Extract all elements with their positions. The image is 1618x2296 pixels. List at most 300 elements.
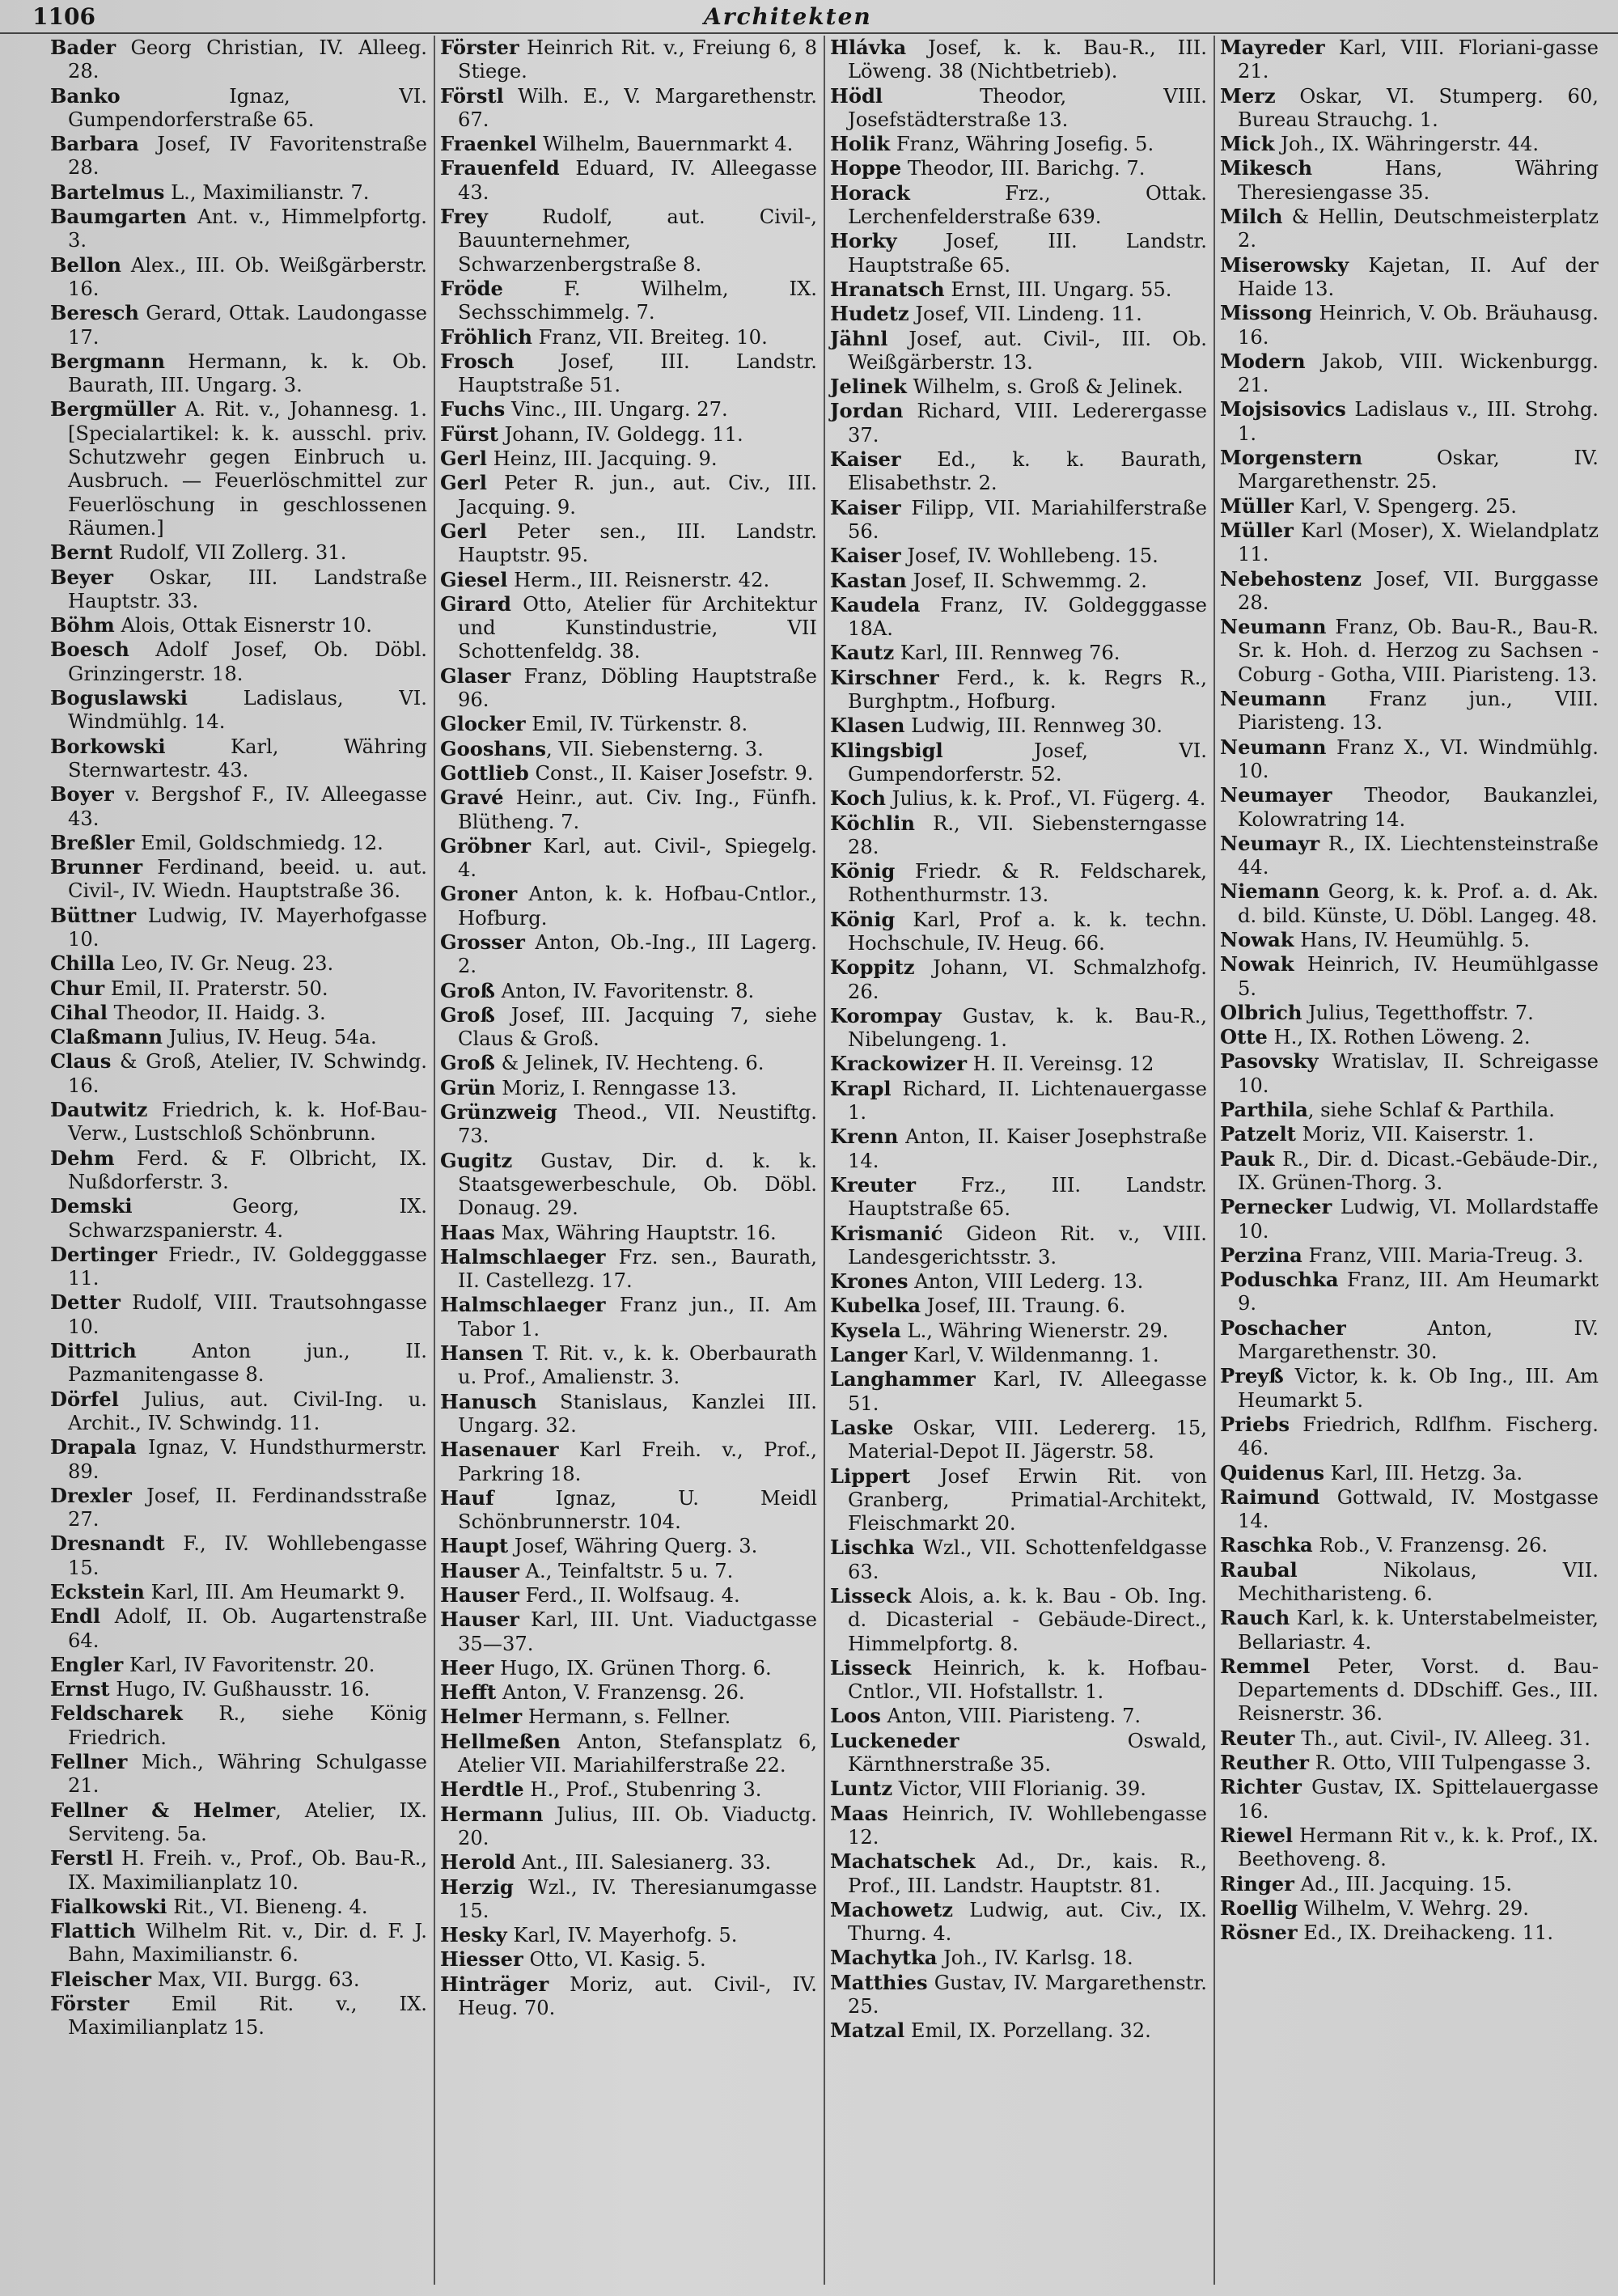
directory-entry xyxy=(50,1194,427,1243)
entry-details: Peter sen., III. Landstr. Hauptstr. 95. xyxy=(458,519,817,567)
entry-name: Mick xyxy=(1220,132,1275,156)
directory-entry xyxy=(440,36,817,84)
entry-name: Bellon xyxy=(50,252,121,277)
entry-name: Kaudela xyxy=(830,592,921,616)
directory-entry xyxy=(50,1001,427,1025)
directory-entry xyxy=(830,1343,1207,1367)
entry-name: Krones xyxy=(830,1269,909,1294)
entry-details: Joh., IX. Währingerstr. 44. xyxy=(1274,133,1540,156)
directory-entry xyxy=(1220,1122,1599,1146)
entry-details: Heinr., aut. Civ. Ing., Fünfh. Blütheng. 7. xyxy=(458,786,817,833)
entry-name: Perzina xyxy=(1220,1243,1302,1267)
entry-details: Franz X., VI. Windmühlg. 10. xyxy=(1238,735,1599,782)
entry-details: Heinrich, k. k. Hofbau-Cntlor., VII. Hofstallstr. 1. xyxy=(848,1656,1207,1704)
directory-entry xyxy=(50,1992,427,2040)
directory-entry xyxy=(830,1704,1207,1728)
directory-entry xyxy=(440,1051,817,1075)
entry-details: Karl, k. k. Unterstabelmeister, Bellariastr. 4. xyxy=(1238,1607,1599,1654)
directory-entry xyxy=(830,569,1207,593)
entry-details: & Hellin, Deutschmeisterplatz 2. xyxy=(1238,205,1599,252)
directory-entry xyxy=(1220,301,1599,349)
entry-details: Leo, IV. Gr. Neug. 23. xyxy=(115,952,334,976)
entry-name: Lischka xyxy=(830,1536,915,1560)
directory-entry xyxy=(1220,1316,1599,1365)
directory-entry xyxy=(830,229,1207,277)
directory-entry xyxy=(440,1730,817,1778)
directory-entry xyxy=(440,568,817,592)
entry-details: Karl, IV. Mayerhofg. 5. xyxy=(506,1924,738,1947)
directory-entry xyxy=(1220,952,1599,1001)
entry-details: Johann, IV. Goldegg. 11. xyxy=(498,422,743,446)
entry-name: Förster xyxy=(440,36,519,59)
entry-details: , siehe Schlaf & Parthila. xyxy=(1307,1099,1555,1122)
entry-name: Boyer xyxy=(50,782,114,807)
entry-details: Otto, VI. Kasig. 5. xyxy=(523,1948,706,1972)
directory-entry xyxy=(1220,253,1599,302)
entry-details: L., Währing Wienerstr. 29. xyxy=(900,1319,1169,1342)
entry-name: Halmschlaeger xyxy=(440,1293,606,1317)
directory-entry xyxy=(1220,1485,1599,1534)
entry-details: H. Freih. v., Prof., Ob. Bau-R., IX. Maximilianplatz 10. xyxy=(68,1847,427,1894)
entry-details: Frz. sen., Baurath, II. Castellezg. 17. xyxy=(458,1245,817,1293)
entry-details: Wilhelm, V. Wehrg. 29. xyxy=(1298,1896,1529,1920)
entry-name: Bergmann xyxy=(50,349,165,373)
entry-details: Georg Christian, IV. Alleeg. 28. xyxy=(68,36,427,83)
directory-entry xyxy=(830,132,1207,156)
entry-details: Oskar, III. Landstraße Hauptstr. 33. xyxy=(68,566,427,612)
entry-details: Karl, Prof a. k. k. techn. Hochschule, IV. Heug. 66. xyxy=(848,908,1207,955)
entry-name: Chur xyxy=(50,976,105,1000)
entry-details: Alois, Ottak Eisnerstr 10. xyxy=(114,614,372,638)
entry-name: Ringer xyxy=(1220,1871,1294,1896)
entry-name: Herold xyxy=(440,1850,516,1875)
entry-name: Brunner xyxy=(50,855,143,879)
directory-entry xyxy=(440,1875,817,1924)
entry-details: Wilhelm Rit. v., Dir. d. F. J. Bahn, Maximilianstr. 6. xyxy=(68,1920,427,1967)
entry-name: Hiesser xyxy=(440,1947,523,1972)
entry-details: Anton jun., II. Pazmanitengasse 8. xyxy=(68,1340,427,1387)
entry-details: Franz, Währing Josefig. 5. xyxy=(890,133,1154,156)
directory-entry xyxy=(1220,1049,1599,1098)
directory-entry xyxy=(1220,1001,1599,1025)
entry-name: Pasovsky xyxy=(1220,1049,1319,1074)
entry-name: Gerl xyxy=(440,447,487,471)
entry-details: A. Rit. v., Johannesg. 1. [Specialartikel: k. k. ausschl. priv. Schutzwehr gegen Einbruch u. Ausbruch. — Feuerlöschmittel zur Feuerlöschung in geschlossenen Räumen.] xyxy=(68,398,427,540)
entry-details: Jakob, VIII. Wickenburgg. 21. xyxy=(1238,349,1599,397)
directory-entry xyxy=(1220,1872,1599,1896)
page-number: 1106 xyxy=(32,3,95,30)
directory-entry xyxy=(1220,1921,1599,1945)
entry-name: Kastan xyxy=(830,568,907,592)
directory-entry xyxy=(830,1416,1207,1464)
entry-name: Cihal xyxy=(50,1000,108,1024)
entry-name: Hanusch xyxy=(440,1389,537,1413)
entry-name: Helmer xyxy=(440,1705,523,1729)
entry-details: F., IV. Wohllebengasse 15. xyxy=(68,1532,427,1579)
entry-name: Raimund xyxy=(1220,1485,1320,1509)
entry-details: Franz, III. Am Heumarkt 9. xyxy=(1238,1269,1599,1315)
entry-name: Groß xyxy=(440,1051,495,1075)
entry-details: Karl Freih. v., Prof., Parkring 18. xyxy=(458,1438,817,1485)
directory-entry xyxy=(50,1653,427,1677)
directory-entry xyxy=(50,782,427,831)
entry-name: Klingsbigl xyxy=(830,738,943,762)
directory-entry xyxy=(440,1802,817,1851)
entry-name: Hauser xyxy=(440,1608,519,1632)
directory-entry xyxy=(830,641,1207,665)
directory-entry xyxy=(50,1750,427,1798)
entry-details: Georg, IX. Schwarzspanierstr. 4. xyxy=(68,1195,427,1242)
directory-entry xyxy=(830,1464,1207,1536)
entry-name: Haas xyxy=(440,1220,495,1244)
directory-entry xyxy=(830,714,1207,738)
entry-details: Friedrich, Rdlfhm. Fischerg. 46. xyxy=(1238,1413,1599,1460)
directory-entry xyxy=(440,1003,817,1052)
column-4 xyxy=(1215,36,1605,2285)
entry-name: Förster xyxy=(50,1992,129,2016)
entry-name: Hansen xyxy=(440,1341,523,1366)
directory-entry xyxy=(830,277,1207,302)
entry-name: Chilla xyxy=(50,951,116,976)
entry-details: Heinrich, V. Ob. Bräuhausg. 16. xyxy=(1238,302,1599,349)
entry-details: Josef, aut. Civil-, III. Ob. Weißgärberstr. 13. xyxy=(848,327,1207,374)
directory-entry xyxy=(50,638,427,686)
entry-details: Max, VII. Burgg. 63. xyxy=(151,1968,360,1991)
entry-name: Hudetz xyxy=(830,302,909,326)
directory-entry xyxy=(1220,1147,1599,1196)
directory-entry xyxy=(50,1146,427,1195)
entry-name: Dörfel xyxy=(50,1387,119,1411)
directory-entry xyxy=(440,1534,817,1558)
directory-entry xyxy=(50,1677,427,1701)
entry-name: Remmel xyxy=(1220,1654,1311,1678)
entry-name: Kautz xyxy=(830,641,895,665)
entry-details: R., VII. Siebensterngasse 28. xyxy=(848,811,1207,858)
directory-entry xyxy=(440,1438,817,1486)
entry-name: Roellig xyxy=(1220,1896,1298,1920)
directory-entry xyxy=(1220,735,1599,784)
entry-name: Hauser xyxy=(440,1558,519,1582)
entry-name: Claus xyxy=(50,1049,112,1074)
entry-name: Flattich xyxy=(50,1919,136,1943)
entry-name: Matthies xyxy=(830,1970,928,1994)
directory-entry xyxy=(50,1243,427,1291)
directory-entry xyxy=(440,834,817,883)
directory-entry xyxy=(830,1173,1207,1222)
entry-name: Endl xyxy=(50,1604,101,1629)
directory-entry xyxy=(440,156,817,205)
entry-name: Modern xyxy=(1220,349,1306,373)
directory-entry xyxy=(440,1341,817,1390)
entry-name: Laske xyxy=(830,1415,894,1439)
page-title: Architekten xyxy=(704,3,872,30)
directory-entry xyxy=(50,951,427,976)
column-2 xyxy=(435,36,825,2285)
entry-details: Johann, VI. Schmalzhofg. 26. xyxy=(848,956,1207,1003)
entry-details: Emil, Goldschmiedg. 12. xyxy=(134,831,383,854)
entry-name: Gravé xyxy=(440,786,504,810)
entry-details: T. Rit. v., k. k. Oberbaurath u. Prof., Amalienstr. 3. xyxy=(458,1342,817,1389)
directory-entry xyxy=(830,1222,1207,1270)
directory-entry xyxy=(1220,783,1599,832)
directory-entry xyxy=(1220,349,1599,398)
directory-entry xyxy=(830,1319,1207,1343)
directory-entry xyxy=(1220,687,1599,735)
entry-details: Karl, aut. Civil-, Spiegelg. 4. xyxy=(458,834,817,882)
entry-details: Vinc., III. Ungarg. 27. xyxy=(505,398,728,421)
entry-details: Josef Erwin Rit. von Granberg, Primatial-Architekt, Fleischmarkt 20. xyxy=(848,1464,1207,1536)
entry-name: Engler xyxy=(50,1652,124,1676)
directory-entry xyxy=(440,1705,817,1729)
entry-details: Oskar, VI. Stumperg. 60, Bureau Strauchg. 1. xyxy=(1238,84,1599,131)
entry-details: Hermann Rit v., k. k. Prof., IX. Beethoveng. 8. xyxy=(1238,1824,1599,1871)
directory-entry xyxy=(50,540,427,565)
entry-details: Gustav, IV. Margarethenstr. 25. xyxy=(848,1971,1207,2019)
directory-entry xyxy=(1220,397,1599,446)
directory-entry xyxy=(440,1850,817,1875)
entry-name: Niemann xyxy=(1220,879,1320,904)
directory-entry xyxy=(830,375,1207,399)
directory-entry xyxy=(440,84,817,133)
entry-name: Rösner xyxy=(1220,1921,1298,1945)
directory-entry xyxy=(50,855,427,904)
entry-name: Dehm xyxy=(50,1146,115,1170)
entry-details: Oskar, IV. Margarethenstr. 25. xyxy=(1238,447,1599,494)
directory-entry xyxy=(440,1149,817,1221)
entry-name: Banko xyxy=(50,83,121,108)
entry-name: Detter xyxy=(50,1290,121,1315)
entry-details: Karl, V. Wildenmanng. 1. xyxy=(907,1344,1159,1367)
entry-details: Karl, III. Hetzg. 3a. xyxy=(1324,1461,1523,1485)
directory-entry xyxy=(50,132,427,180)
directory-entry xyxy=(830,859,1207,908)
entry-details: Karl, III. Rennweg 76. xyxy=(894,642,1120,665)
entry-name: Fraenkel xyxy=(440,132,537,156)
directory-entry xyxy=(50,686,427,735)
entry-name: Merz xyxy=(1220,83,1276,108)
entry-name: Demski xyxy=(50,1194,133,1218)
entry-name: Reuter xyxy=(1220,1726,1295,1750)
directory-entry xyxy=(440,1777,817,1802)
entry-name: Korompay xyxy=(830,1003,942,1027)
directory-entry xyxy=(830,955,1207,1004)
entry-details: Wzl., VII. Schottenfeldgasse 63. xyxy=(848,1536,1207,1583)
directory-entry xyxy=(1220,928,1599,952)
entry-name: Gottlieb xyxy=(440,760,529,785)
entry-name: Boguslawski xyxy=(50,686,188,710)
entry-name: Claßmann xyxy=(50,1025,163,1049)
directory-entry xyxy=(440,1559,817,1583)
entry-name: Fuchs xyxy=(440,397,506,421)
entry-name: Preyß xyxy=(1220,1364,1284,1388)
directory-entry xyxy=(1220,1775,1599,1824)
directory-entry xyxy=(1220,1751,1599,1775)
entry-details: Ed., k. k. Baurath, Elisabethstr. 2. xyxy=(848,448,1207,495)
entry-details: Friedrich, k. k. Hof-Bau-Verw., Lustschloß Schönbrunn. xyxy=(68,1099,427,1146)
entry-details: Peter, Vorst. d. Bau-Departements d. DDschiff. Ges., III. Reisnerstr. 36. xyxy=(1238,1654,1599,1726)
entry-details: Gottwald, IV. Mostgasse 14. xyxy=(1238,1485,1599,1533)
entry-details: Anton, Stefansplatz 6, Atelier VII. Mariahilferstraße 22. xyxy=(458,1730,817,1777)
entry-name: Krackowizer xyxy=(830,1052,967,1076)
entry-details: Th., aut. Civil-, IV. Alleeg. 31. xyxy=(1294,1726,1590,1750)
entry-name: Loos xyxy=(830,1704,881,1728)
entry-name: Dresnandt xyxy=(50,1531,165,1556)
directory-entry xyxy=(830,1269,1207,1294)
entry-details: Anton, VIII. Piaristeng. 7. xyxy=(880,1705,1141,1728)
entry-details: Josef, VII. Burggasse 28. xyxy=(1238,567,1599,614)
directory-entry xyxy=(830,156,1207,180)
directory-entry xyxy=(830,908,1207,956)
entry-details: Karl, IV. Alleegasse 51. xyxy=(848,1368,1207,1415)
directory-entry xyxy=(440,471,817,519)
entry-details: Mich., Währing Schulgasse 21. xyxy=(68,1751,427,1798)
directory-entry xyxy=(830,1536,1207,1584)
entry-details: Herm., III. Reisnerstr. 42. xyxy=(507,568,770,591)
entry-details: Josef, VII. Lindeng. 11. xyxy=(909,303,1142,326)
entry-name: Hoppe xyxy=(830,156,902,180)
entry-details: Wzl., IV. Theresianumgasse 15. xyxy=(458,1875,817,1922)
directory-entry xyxy=(1220,832,1599,880)
entry-details: R. Otto, VIII Tulpengasse 3. xyxy=(1308,1752,1591,1775)
directory-entry xyxy=(50,1025,427,1049)
entry-name: Fleischer xyxy=(50,1967,152,1991)
directory-entry xyxy=(1220,1268,1599,1316)
entry-name: Nowak xyxy=(1220,927,1294,951)
directory-entry xyxy=(830,1077,1207,1125)
entry-name: Halmschlaeger xyxy=(440,1244,606,1269)
entry-name: Nebehostenz xyxy=(1220,566,1362,591)
entry-details: Anton, V. Franzensg. 26. xyxy=(496,1681,745,1705)
entry-details: Moriz, aut. Civil-, IV. Heug. 70. xyxy=(458,1972,817,2020)
entry-name: Richter xyxy=(1220,1775,1302,1799)
entry-name: Hranatsch xyxy=(830,277,945,301)
entry-details: Josef, k. k. Bau-R., III. Löweng. 38 (Nichtbetrieb). xyxy=(848,36,1207,83)
entry-details: Karl, VIII. Floriani-gasse 21. xyxy=(1238,36,1599,83)
entry-details: Moriz, I. Renngasse 13. xyxy=(495,1076,737,1099)
directory-entry xyxy=(50,904,427,952)
directory-entry xyxy=(830,399,1207,447)
entry-name: König xyxy=(830,859,896,883)
entry-name: Riewel xyxy=(1220,1823,1294,1847)
directory-entry xyxy=(1220,1654,1599,1726)
entry-details: Ferd. & F. Olbricht, IX. Nußdorferstr. 3. xyxy=(68,1146,427,1193)
entry-details: Josef, II. Ferdinandsstraße 27. xyxy=(68,1484,427,1531)
entry-details: L., Maximilianstr. 7. xyxy=(164,180,370,204)
entry-name: Böhm xyxy=(50,613,115,638)
entry-name: Machowetz xyxy=(830,1897,954,1921)
directory-entry xyxy=(830,36,1207,84)
entry-details: Karl, III. Am Heumarkt 9. xyxy=(144,1581,405,1603)
entry-details: Karl, V. Spengerg. 25. xyxy=(1293,494,1517,518)
entry-name: Hlávka xyxy=(830,36,907,59)
entry-name: Förstl xyxy=(440,83,504,108)
directory-entry xyxy=(440,786,817,834)
directory-entry xyxy=(440,664,817,713)
entry-name: Lisseck xyxy=(830,1584,912,1608)
entry-details: Josef, VI. Gumpendorferstr. 52. xyxy=(848,739,1207,786)
directory-entry xyxy=(440,1076,817,1100)
entry-details: Const., II. Kaiser Josefstr. 9. xyxy=(528,761,814,785)
directory-entry xyxy=(440,592,817,664)
entry-details: Gustav, Dir. d. k. k. Staatsgewerbeschule, Ob. Döbl. Donaug. 29. xyxy=(458,1149,817,1220)
entry-name: Langer xyxy=(830,1343,908,1367)
entry-name: Mojsisovics xyxy=(1220,397,1346,421)
entry-name: Bernt xyxy=(50,540,113,565)
directory-entry xyxy=(50,397,427,540)
entry-name: Kaiser xyxy=(830,544,901,568)
entry-details: Theodor, II. Haidg. 3. xyxy=(107,1001,326,1024)
entry-name: Machytka xyxy=(830,1946,938,1970)
directory-entry xyxy=(830,666,1207,714)
entry-name: Kubelka xyxy=(830,1294,921,1318)
entry-details: Julius, aut. Civil-Ing. u. Archit., IV. Schwindg. 11. xyxy=(68,1387,427,1434)
entry-name: Kaiser xyxy=(830,447,901,472)
entry-details: Ferdinand, beeid. u. aut. Civil-, IV. Wiedn. Hauptstraße 36. xyxy=(68,856,427,903)
directory-entry xyxy=(830,1004,1207,1053)
entry-details: H., Prof., Stubenring 3. xyxy=(523,1778,762,1802)
entry-name: Jordan xyxy=(830,399,904,423)
entry-name: Hasenauer xyxy=(440,1438,559,1462)
directory-entry xyxy=(1220,519,1599,567)
directory-entry xyxy=(50,613,427,638)
directory-entry xyxy=(50,1580,427,1604)
directory-entry xyxy=(1220,1533,1599,1557)
entry-details: Josef, IV Favoritenstraße 28. xyxy=(68,133,427,180)
entry-details: Anton, IV. Margarethenstr. 30. xyxy=(1238,1316,1599,1364)
entry-name: Gerl xyxy=(440,471,487,495)
entry-details: Alex., III. Ob. Weißgärberstr. 16. xyxy=(68,253,427,300)
directory-entry xyxy=(830,811,1207,860)
entry-details: Ludwig, aut. Civ., IX. Thurng. 4. xyxy=(848,1898,1207,1946)
directory-entry xyxy=(440,1680,817,1705)
entry-details: Franz, IV. Goldegggasse 18A. xyxy=(848,593,1207,641)
entry-name: Luntz xyxy=(830,1777,893,1801)
entry-details: Josef, III. Landstr. Hauptstraße 51. xyxy=(458,349,817,397)
entry-details: Franz jun., II. Am Tabor 1. xyxy=(458,1294,817,1341)
directory-entry xyxy=(830,1971,1207,2019)
entry-name: Bergmüller xyxy=(50,397,176,421)
directory-entry xyxy=(1220,1461,1599,1485)
entry-details: Theodor, III. Barichg. 7. xyxy=(901,157,1146,180)
entry-name: Krismanić xyxy=(830,1221,943,1245)
directory-entry xyxy=(1220,1195,1599,1243)
entry-details: R., Dir. d. Dicast.-Gebäude-Dir., IX. Grünen-Thorg. 3. xyxy=(1238,1147,1599,1194)
entry-name: Machatschek xyxy=(830,1849,976,1874)
entry-name: Krenn xyxy=(830,1125,899,1149)
directory-entry xyxy=(50,1895,427,1919)
directory-entry xyxy=(50,1387,427,1436)
entry-details: Hugo, IX. Grünen Thorg. 6. xyxy=(493,1656,772,1680)
entry-name: Jähnl xyxy=(830,326,888,350)
entry-details: & Jelinek, IV. Hechteng. 6. xyxy=(494,1052,765,1075)
directory-entry xyxy=(1220,567,1599,616)
entry-details: Theodor, Baukanzlei, Kolowratring 14. xyxy=(1238,784,1599,831)
entry-details: Karl (Moser), X. Wielandplatz 11. xyxy=(1238,519,1599,566)
entry-details: Hermann, k. k. Ob. Baurath, III. Ungarg. 3. xyxy=(68,349,427,397)
directory-entry xyxy=(440,277,817,325)
entry-details: Karl, IV Favoritenstr. 20. xyxy=(123,1653,375,1676)
entry-details: , Atelier, IX. Serviteng. 5a. xyxy=(68,1798,427,1845)
entry-details: Ad., III. Jacquing. 15. xyxy=(1294,1872,1513,1896)
directory-entry xyxy=(50,1098,427,1146)
entry-name: Horky xyxy=(830,229,897,253)
entry-name: Grosser xyxy=(440,930,525,954)
directory-entry xyxy=(50,1484,427,1532)
entry-details: v. Bergshof F., IV. Alleegasse 43. xyxy=(68,783,427,830)
directory-entry xyxy=(830,84,1207,133)
directory-entry xyxy=(1220,1726,1599,1751)
directory-entry xyxy=(440,1221,817,1245)
